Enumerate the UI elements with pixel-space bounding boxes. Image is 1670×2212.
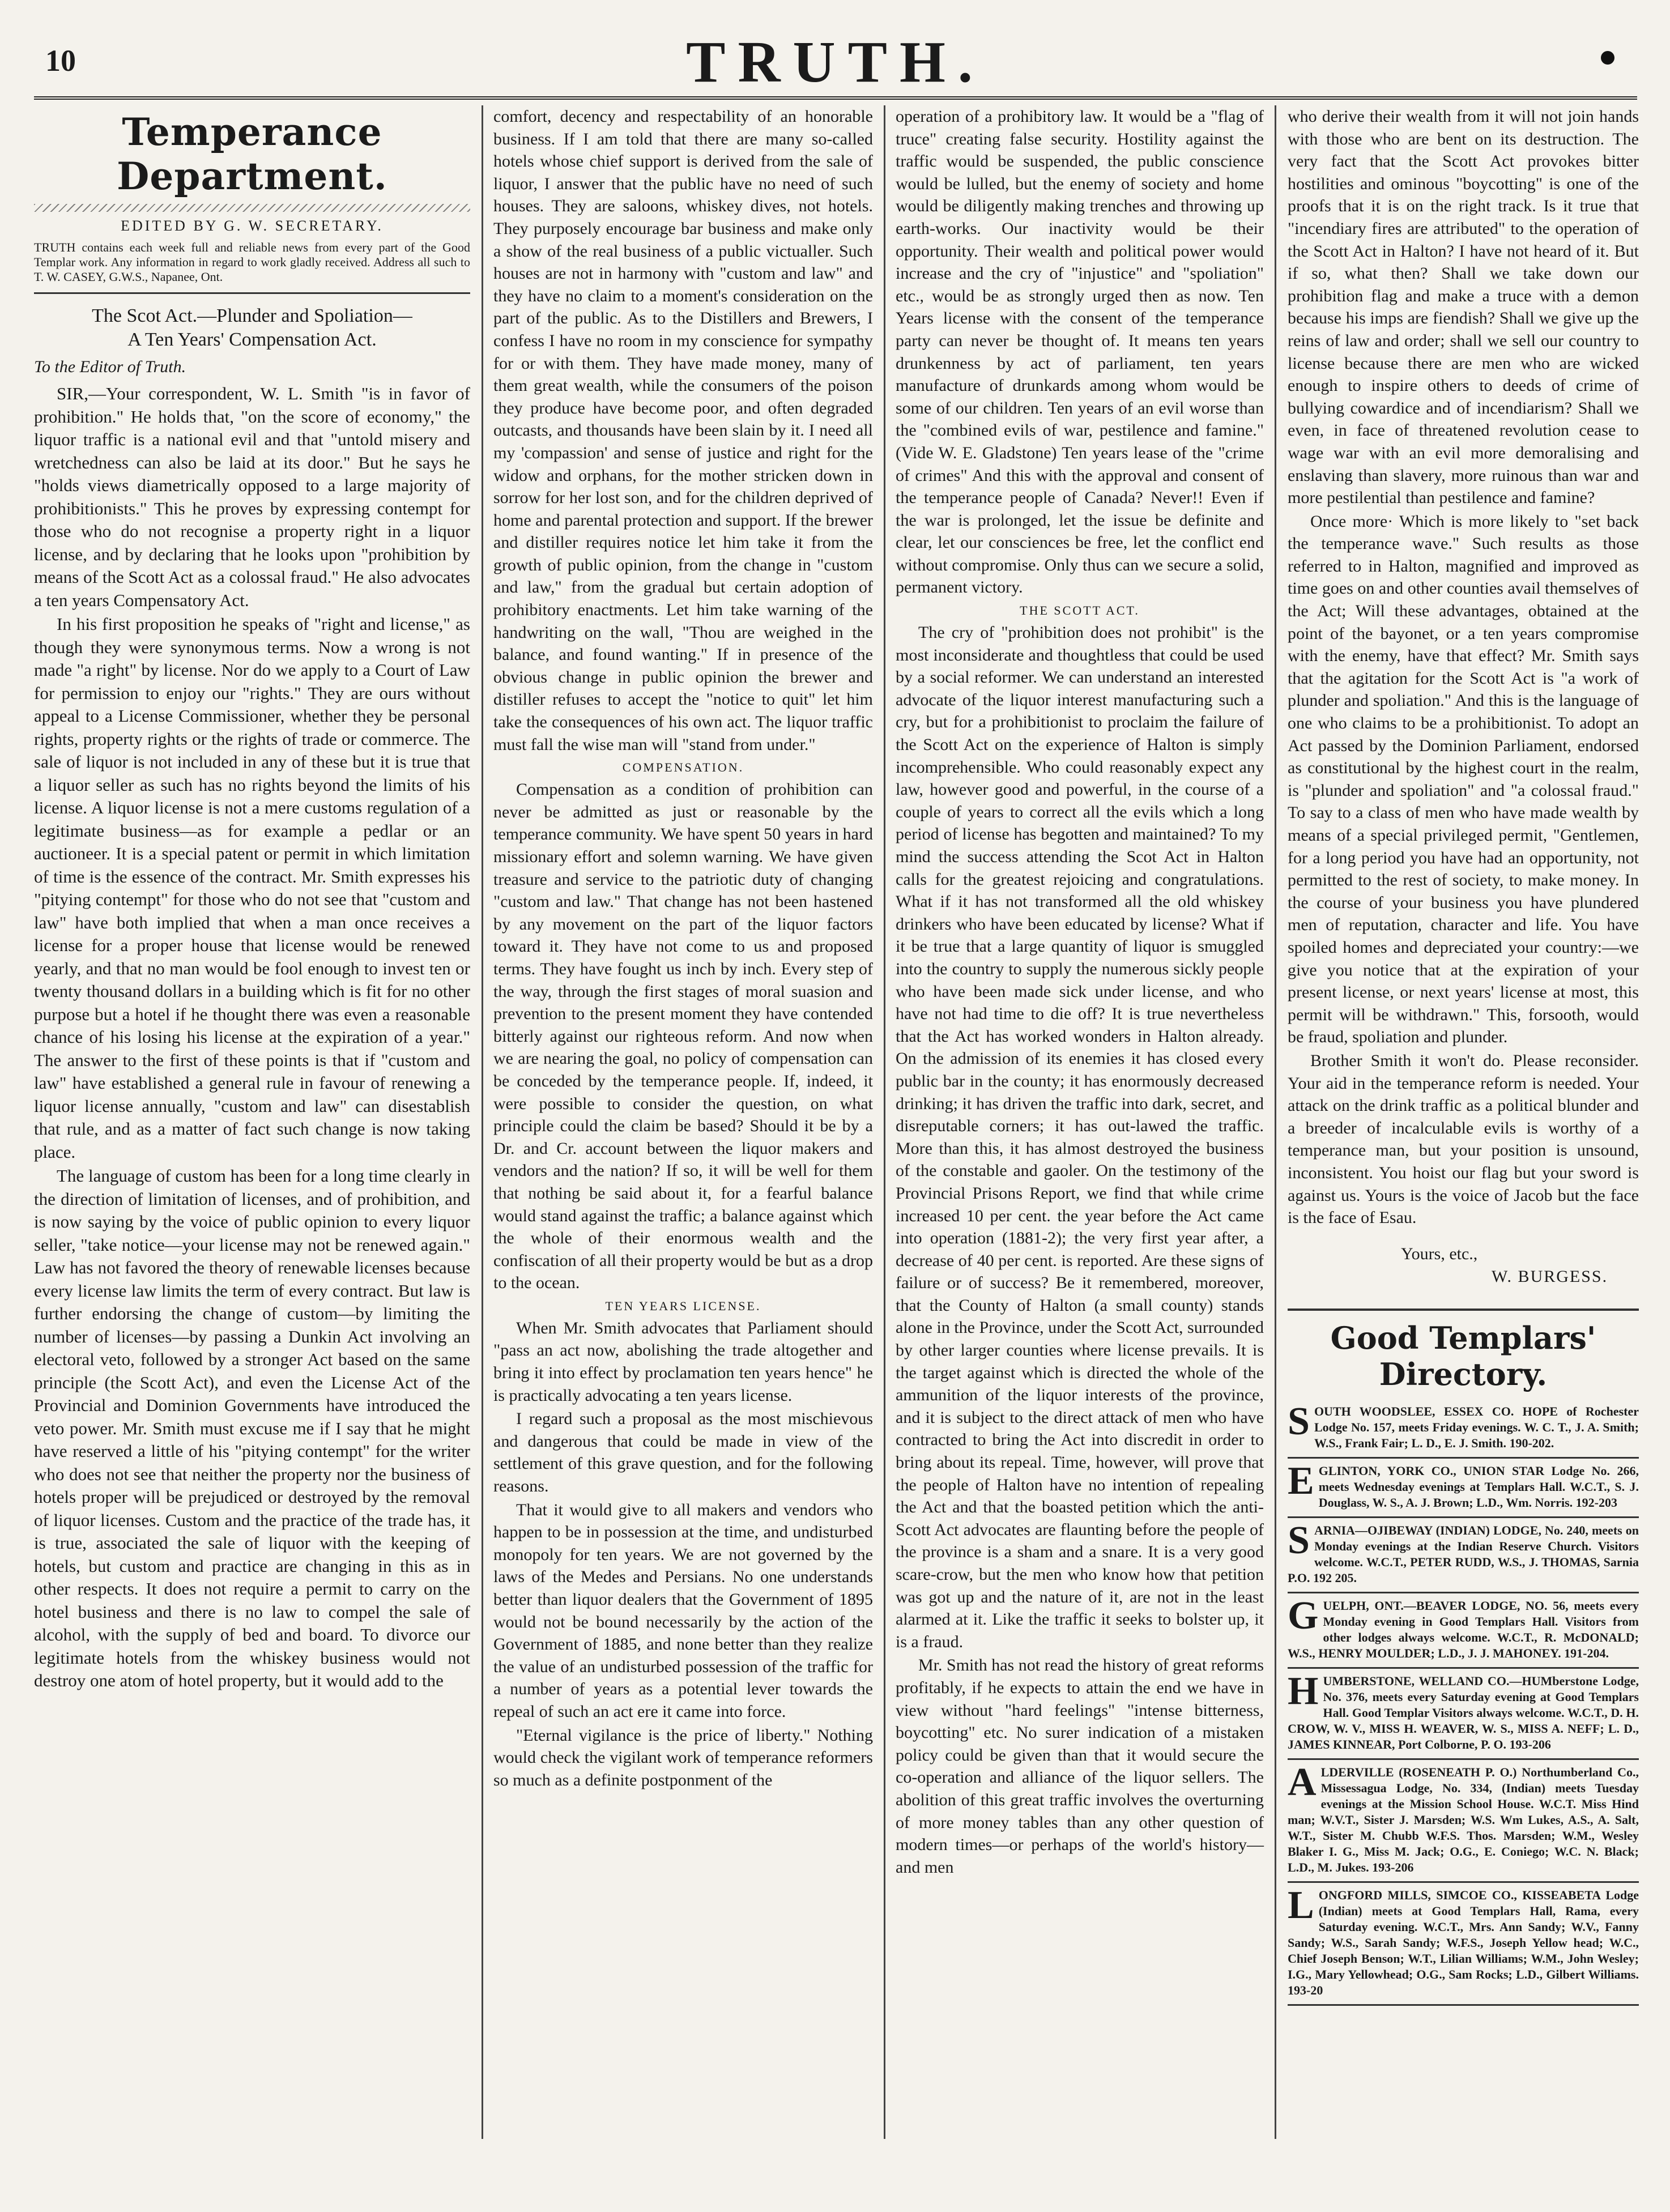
drop-cap: A [1288,1760,1317,1804]
header-dot-ornament [1601,51,1614,65]
divider [34,292,470,294]
directory-title: Good Templars' Directory. [1288,1309,1639,1392]
paragraph: Brother Smith it won't do. Please reconsider. Your aid in the temperance reform is needed. Your attack on the drink traffic as a political blunder and a breeder of incalculable evils is worthy of a temperance man, but your position is unsound, inconsistent. You hoist our flag but your sword is against us. Yours is the voice of Jacob but the face is the face of Esau. [1288,1051,1639,1228]
paragraph: Mr. Smith has not read the history of great reforms profitably, if he expects to attain the end we have in view without "hard feelings" "intense bitterness, boycotting" etc. No surer indication of a mistaken policy could be given than that it would secure the co-operation and alliance of the liquor sellers. The abolition of this great traffic involves the overturning of more money tables than any other question of modern times—or perhaps of the world's history—and men [896,1656,1264,1877]
headline-line-2: A Ten Years' Compensation Act. [127,329,377,350]
signoff [1288,1243,1639,1288]
directory-entry [1288,1669,1639,1760]
entry-text: ARNIA—OJIBEWAY (INDIAN) LODGE, No. 240, meets on Monday evenings at the Indian Reserve Church. Visitors welcome. W.C.T., PETER RUDD, W.S., J. THOMAS, Sarnia P.O. 192 205. [1288,1523,1639,1585]
directory-entry [1288,1518,1639,1593]
drop-cap: L [1288,1883,1314,1927]
salutation: To the Editor of Truth. [34,357,186,376]
paragraph: The language of custom has been for a long time clearly in the direction of limitation of licenses, and of prohibition, and is now saying by the voice of public opinion to every liquor seller, "take notice—your license may not be renewed again." Law has not favored the theory of renewable licenses because every license law limits the term of every contract. But law is further endorsing the change of custom—by limiting the number of licenses—by passing a Dunkin Act involving an electoral veto, followed by a stronger Act based on the same principle (the Scott Act), and even the License Act of the Provincial and Dominion Governments have introduced the veto power. Mr. Smith must excuse me if I say that he might have reserved a little of his "pitying contempt" for the writer who does not see that neither the property nor the business of hotels proper will be prejudiced or destroyed by the removal of liquor licenses. Custom and the practice of the trade has, it is true, associated the sale of liquor with the keeping of hotels, but custom and practice are changing in this as in other respects. It does not require a permit to carry on the hotel business and there is no law to compel the sale of alcohol, with the supply of bed and board. To divorce our legitimate hotels from the whiskey business would not destroy one atom of hotel property, but it would add to the [34,1166,470,1690]
entry-text: UELPH, ONT.—BEAVER LODGE, NO. 56, meets every Monday evening in Good Templars Hall. Visitors from other lodges always welcome. W.C.T., R. McDONALD; W.S., HENRY MOULDER; L.D., J. J. MAHONEY. 191-204. [1288,1598,1639,1660]
entry-text: OUTH WOODSLEE, ESSEX CO. HOPE of Rochester Lodge No. 157, meets Friday evenings. W. C. T., J. A. Smith; W.S., Frank Fair; L. D., E. J. Smith. 190-202. [1314,1404,1639,1450]
paragraph: "Eternal vigilance is the price of liberty." Nothing would check the vigilant work of temperance reformers so much as a definite postponment of the [493,1725,873,1789]
editor-line: EDITED BY G. W. SECRETARY. [121,218,384,234]
department-notice: TRUTH contains each week full and reliable news from every part of the Good Templar work. Any information in regard to work gladly received. Address all such to T. W. CASEY, G.W.S., Napanee, Ont. [34,240,470,284]
drop-cap: E [1288,1459,1314,1503]
entry-text: LDERVILLE (ROSENEATH P. O.) Northumberland Co., Missessagua Lodge, No. 334, (Indian) meets Tuesday evenings at the Mission School House. W.C.T. Miss Hind man; W.V.T., Sister J. Marsden; W.S. Wm Lukes, A.S., A. Salt, W.T., Sister M. Chubb W.F.S. Thos. Marsden; W.M., Wesley Blaker I. G., Miss M. Jack; O.G., E. Coniego; W.C. N. Black; L.D., M. Jukes. 193-206 [1288,1765,1639,1874]
entry-text: GLINTON, YORK CO., UNION STAR Lodge No. 266, meets Wednesday evenings at Templars Hall. W.C.T., S. J. Douglass, W. S., A. J. Brown; L.D., Wm. Norris. 192-203 [1318,1463,1639,1510]
column-3 [884,105,1274,2139]
paragraph: That it would give to all makers and vendors who happen to be in possession at the time, and undisturbed monopoly for ten years. We are not governed by the laws of the Medes and Persians. No one understands better than liquor dealers that the Government of 1895 would not be bound necessarily by the action of the Government of 1885, and none better than they realize the value of an undisturbed possession of the traffic for a number of years as a potential lever towards the repeal of such an act ere it came into force. [493,1500,873,1721]
paragraph: Compensation as a condition of prohibition can never be admitted as just or reasonable by the temperance community. We have spent 50 years in hard missionary effort and solemn warning. We have given treasure and service to the patriotic duty of changing "custom and law." That change has not been hastened by any movement on the part of the liquor factors toward it. They have not come to us and proposed terms. They have fought us inch by inch. Every step of the way, through the first stages of moral suasion and prevention to the present moment they have contended bitterly against our righteous reform. And now when we are nearing the goal, no policy of compensation can be conceded by the temperance people. If, indeed, it were possible to consider the question, on what principle could the claim be based? Should it be by a Dr. and Cr. account between the liquor makers and vendors and the nation? If so, it will be well for them that nothing be said about it, for a fearful balance would stand against the traffic; a balance against which the whole of their enormous wealth and the confiscation of all their property would be but as a drop to the ocean. [493,780,873,1293]
column-4 [1275,105,1639,2139]
subhead-compensation: COMPENSATION. [622,760,744,775]
directory-entry [1288,1399,1639,1459]
closing: Yours, etc., [1401,1244,1478,1263]
entry-text: UMBERSTONE, WELLAND CO.—HUMberstone Lodge, No. 376, meets every Saturday evening at Good Templars Hall. Good Templar Visitors always welcome. W.C.T., D. H. CROW, W. V., MISS H. WEAVER, W. S., MISS A. NEFF; L. D., JAMES KINNEAR, Port Colborne, P. O. 193-206 [1288,1673,1639,1751]
subhead-scott-act: THE SCOTT ACT. [1020,603,1140,618]
subhead-ten-years-license: TEN YEARS LICENSE. [605,1298,761,1313]
paragraph: Once more· Which is more likely to "set back the temperance wave." Such results as those referred to in Halton, magnified and improved as time goes on and other counties avail themselves of the Act; Will these advantages, obtained at the point of the bayonet, or a ten years compromise with the enemy, have that effect? Mr. Smith says that the agitation for the Scott Act is "a work of plunder and spoliation." And this is the language of one who claims to be a prohibitionist. To adopt an Act passed by the Dominion Parliament, endorsed as constitutional by the highest court in the realm, is "plunder and spoliation" and "a colossal fraud." To say to a class of men who have made wealth by means of a special privileged permit, "Gentlemen, for a long period you have had an opportunity, not permitted to the rest of society, to make money. In the course of your business you have plundered men of reputation, character and life. You have spoiled homes and depreciated your country:—we give you notice that at the expiration of your present license, or next years' license at most, this permit will be withdrawn." This, forsooth, would be fraud, spoliation and plunder. [1288,512,1639,1047]
paragraph: who derive their wealth from it will not join hands with those who are bent on its destruction. The very fact that the Scott Act provokes bitter hostilities and ominous "boycotting" is one of the proofs that it is on the right track. Is it true that "incendiary fires are attributed" to the operation of the Scott Act in Halton? I have not heard of it. But if so, what then? Shall we take down our prohibition flag and make a truce with a demon because his imps are fiendish? Shall we give up the reins of law and order; shall we sell our country to license because there are men who are wicked enough to inspire others to deeds of crime of bullying cowardice and of incendiarism? Shall we even, in face of threatened revolution cease to wage war with an evil more demoralising and enslaving than slavery, more ruinous than war and more pestilential than pestilence and famine? [1288,107,1639,508]
column-1 [34,105,480,2139]
paragraph: SIR,—Your correspondent, W. L. Smith "is in favor of prohibition." He holds that, "on the score of economy," the liquor traffic is a national evil and that "untold misery and wretchedness can also be laid at its door." But he says he "holds views diametrically opposed to a large majority of prohibitionists." This he proves by expressing contempt for those who do not recognise a property right in a liquor license, and by declaring that he looks upon "prohibition by means of the Scott Act as a colossal fraud." He also advocates a ten years Compensatory Act. [34,383,470,610]
headline-line-1: The Scot Act.—Plunder and Spoliation— [92,305,412,326]
drop-cap: H [1288,1669,1319,1713]
drop-cap: S [1288,1399,1310,1443]
paragraph: I regard such a proposal as the most mischievous and dangerous that could be made in view of the settlement of this grave question, and for the following reasons. [493,1409,873,1496]
paragraph: operation of a prohibitory law. It would be a "flag of truce" creating false security. Hostility against the traffic would be suspended, the public conscience would be lulled, but the enemy of society and home would be diligently making trenches and throwing up earth-works. Our inactivity would be their opportunity. Their wealth and political power would increase and the cry of "injustice" and "spoliation" etc., would be as strongly urged then as now. Ten Years license with the consent of the temperance party can never be thought of. It means ten years drunkenness by act of parliament, ten years manufacture of drunkards among whom would be some of our children. Ten years of an evil worse than the "combined evils of war, pestilence and famine." (Vide W. E. Gladstone) Ten years lease of the "crime of crimes" And this with the approval and consent of the temperance people of Canada? Never!! Even if the war is prolonged, let the issue be definite and clear, let our consciences be free, let the conflict end without compromise. Only thus can we secure a solid, permanent victory. [896,107,1264,597]
drop-cap: G [1288,1593,1319,1638]
directory-entry [1288,1883,1639,2006]
signature-name: W. BURGESS. [1492,1267,1608,1286]
page-number: 10 [45,44,76,78]
paragraph: comfort, decency and respectability of an honorable business. If I am told that there are many so-called hotels whose chief support is derived from the sale of liquor, I answer that the public have no need of such houses. They are saloons, whiskey dives, not hotels. They purposely encourage bar business and make only a show of the real business of a public victualler. Such houses are not in harmony with "custom and law" and they have no claim to a moment's consideration on the part of the public. As to the Distillers and Brewers, I confess I have no room in my conscience for sympathy for or with them. They have made money, many of them great wealth, while the consumers of the poison they produce have become poor, and often degraded outcasts, and thousands have been slain by it. I need all my 'compassion' and sense of justice and right for the widow and orphans, for the mother stricken down in sorrow for her lost son, and for the children deprived of home and parental protection and support. If the brewer and distiller requires notice let him take it from the growth of public opinion, from the change in "custom and law," from the gradual but certain adoption of prohibitory enactments. Let him take warning of the handwriting on the wall, "Thou are weighed in the balance, and found wanting." If in presence of the obvious change in public opinion the brewer and distiller refuses to accept the "notice to quit" let him take the consequences of his own act. The liquor traffic must fall the wise man will "stand from under." [493,107,873,754]
directory-entry [1288,1459,1639,1518]
paragraph: The cry of "prohibition does not prohibit" is the most inconsiderate and thoughtless that could be used by a social reformer. We can understand an interested advocate of the liquor interest manufacturing such a cry, but for a prohibitionist to proclaim the failure of the Scott Act on the experience of Halton is simply incomprehensible. Who could reasonably expect any law, however good and powerful, in the course of a couple of years to correct all the evils which a long period of license has begotten and maintained? To my mind the success attending the Scot Act in Halton calls for the greatest rejoicing and congratulations. What if it has not transformed all the old whiskey drinkers who have been educated by license? What if it be true that a large quantity of liquor is smuggled into the country to supply the numerous sickly people who have been made sick under license, and who have not had time to die off? It is true nevertheless that the Act has worked wonders in Halton already. On the admission of its enemies it has closed every public bar in the county; it has enormously decreased drinking; it has driven the traffic into dark, secret, and disreputable corners; it has out-lawed the traffic. More than this, it has almost destroyed the business of the constable and gaoler. On the testimony of the Provincial Prisons Report, we find that while crime increased 10 per cent. the year before the Act came into operation (1881-2); the very first year after, a decrease of 40 per cent. is reported. Are these signs of failure or of success? Be it remembered, moreover, that the County of Halton (a small county) stands alone in the Province, under the Scott Act, surrounded by other larger counties where license prevails. It is the target against which is directed the whole of the ammunition of the liquor interests of the province, and it is subject to the direct attack of men who have contracted to bring the Act into discredit in order to bring about its repeal. Time, however, will prove that the people of Halton have no intention of repealing the Act and that the boasted petition which the anti-Scott Act advocates are flaunting before the people of the province is a sham and a snare. It is a very good scare-crow, but the men who know how that petition was got up and the nature of it, are not in the least alarmed at it. Like the traffic it seeks to bolster up, it is a fraud. [896,623,1264,1651]
newspaper-columns [34,105,1637,2145]
page-header [34,23,1637,100]
directory-list [1288,1399,1639,2006]
paragraph: In his first proposition he speaks of "right and license," as though they were synonymous terms. Now a wrong is not made "a right" by license. Nor do we apply to a Court of Law for permission to enjoy our "rights." They are ours without appeal to a License Commissioner, whether they be personal rights, property rights or the rights of trade or commerce. The sale of liquor is not included in any of these but it is true that a liquor seller as such has no rights beyond the limits of his license. A liquor license is not a mere customs regulation of a legitimate business—as for example a pedlar or an auctioneer. It is a special patent or permit in which limitation of time is the essence of the contract. Mr. Smith expresses his "pitying contempt" for those who do not see that "custom and law" have both implied that when a man once receives a license for a proper house that license would be renewed yearly, and that no man would be fool enough to invest ten or twenty thousand dollars in a building which is fit for no other purpose but a hotel if he thought there was even a reasonable chance of his losing his license at the expiration of a year." The answer to the first of these points is that if "custom and law" have established a general rule in favour of renewing a liquor license annually, "custom and law" can disestablish that rule, and as a matter of fact such change is now taking place. [34,614,470,1162]
department-title: Temperance Department. [117,110,387,198]
masthead: TRUTH. [686,29,985,95]
directory-entry [1288,1760,1639,1883]
paragraph: When Mr. Smith advocates that Parliament should "pass an act now, abolishing the trade altogether and bring it into effect by proclamation ten years hence" he is practically advocating a ten years license. [493,1318,873,1405]
directory-entry [1288,1593,1639,1669]
drop-cap: S [1288,1518,1310,1562]
article-headline [34,304,470,352]
entry-text: ONGFORD MILLS, SIMCOE CO., KISSEABETA Lodge (Indian) meets at Good Templars Hall, Rama, every Saturday evening. W.C.T., Mrs. Ann Sandy; W.V., Fanny Sandy; W.S., Sarah Sandy; W.F.S., Joseph Yellow head; W.C., Chief Joseph Benson; W.T., Lilian Williams; W.M., John Wesley; I.G., Mary Yellowhead; O.G., Sam Rocks; L.D., Gilbert Williams. 193-20 [1288,1887,1639,1997]
column-2 [482,105,883,2139]
wavy-rule-ornament [34,204,470,212]
